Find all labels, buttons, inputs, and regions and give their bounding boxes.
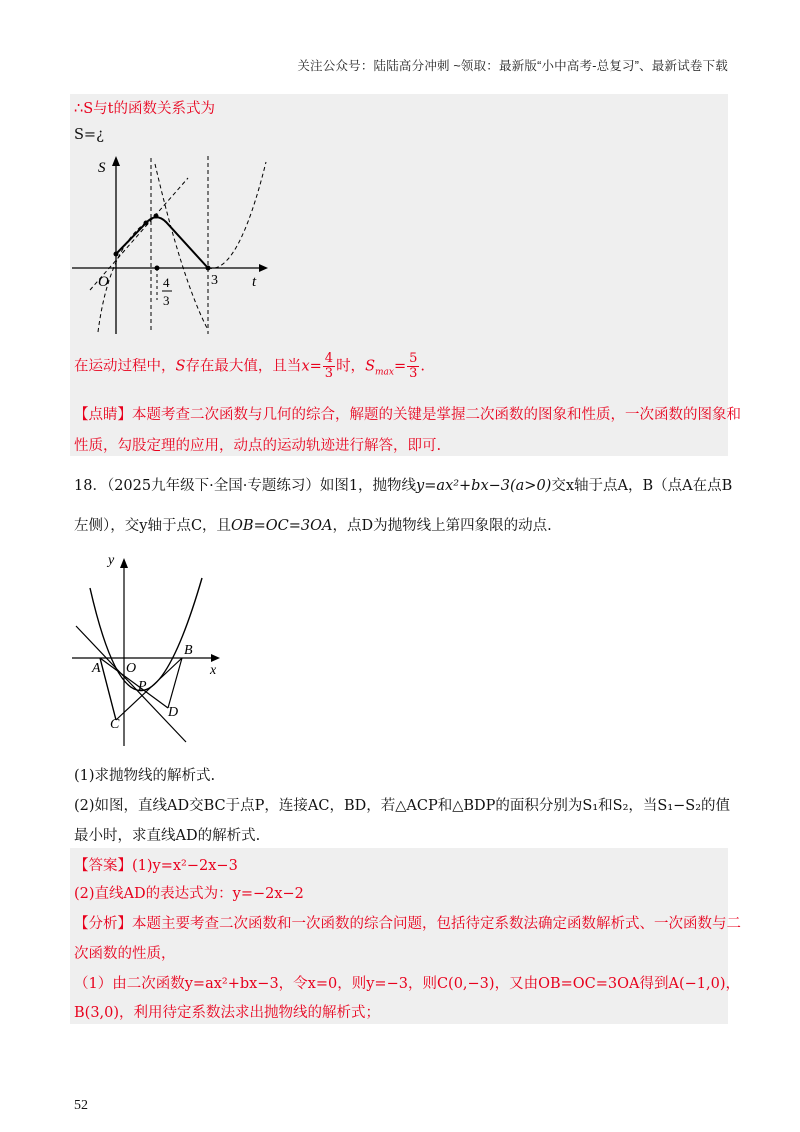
q18-line-1: 18．（2025九年级下·全国·专题练习）如图1，抛物线y=ax²+bx−3(a>0)交x轴于点A，B（点A在点B	[74, 478, 733, 494]
page-header: 关注公众号：陆陆高分冲刺 ~领取：最新版“小中高考-总复习”、最新试卷下载	[297, 59, 728, 73]
axis-label-x: x	[210, 663, 217, 678]
tick-label-4: 4	[163, 275, 170, 290]
axis-label-t: t	[252, 274, 257, 290]
answer-line-1: 【答案】(1)y=x²−2x−3	[74, 858, 238, 874]
s-expression-line: S=¿	[74, 127, 104, 143]
q18-line-2: 左侧），交y轴于点C，且OB=OC=3OA，点D为抛物线上第四象限的动点.	[74, 518, 552, 534]
page-number: 52	[74, 1098, 88, 1113]
max-value-line: 在运动过程中，S存在最大值，且当x= $\frac{4}{3}$ 时，$S_{max}=$ $\frac{5}{3}$ .	[74, 351, 426, 381]
step-1-line-1: （1）由二次函数y=ax²+bx−3，令x=0，则y=−3，则C(0,−3)，又由OB=OC=3OA得到A(−1,0)，	[74, 976, 740, 992]
axis-label-y: y	[108, 553, 115, 568]
point-label-a: A	[92, 661, 101, 676]
analysis-line-1: 【分析】本题主要考查二次函数和一次函数的综合问题，包括待定系数法确定函数解析式、一次函数与二	[74, 916, 741, 932]
comment-line-2: 性质，勾股定理的应用，动点的运动轨迹进行解答，即可.	[74, 438, 442, 454]
tick-label-3: 3	[211, 273, 218, 288]
analysis-line-2: 次函数的性质，	[74, 946, 176, 962]
relation-line: ∴S与t的函数关系式为	[74, 101, 215, 117]
point-label-b: B	[184, 643, 193, 658]
axis-label-s: S	[98, 160, 106, 176]
graph-parabola-figure	[70, 548, 230, 753]
origin-label: O	[98, 274, 109, 290]
answer-line-2: (2)直线AD的表达式为：y=−2x−2	[74, 886, 304, 902]
q18-part-2-line-1: (2)如图，直线AD交BC于点P，连接AC，BD，若△ACP和△BDP的面积分别为S₁和S₂，当S₁−S₂的值	[74, 798, 731, 814]
comment-line-1: 【点睛】本题考查二次函数与几何的综合，解题的关键是掌握二次函数的图象和性质，一次函数的图象和	[74, 407, 741, 423]
point-label-d: D	[168, 705, 179, 720]
q18-part-1: (1)求抛物线的解析式.	[74, 768, 216, 784]
step-1-line-2: B(3,0)，利用待定系数法求出抛物线的解析式；	[74, 1005, 381, 1021]
graph-s-vs-t	[70, 150, 280, 340]
point-label-p: P	[138, 679, 147, 694]
q18-part-2-line-2: 最小时，求直线AD的解析式.	[74, 828, 261, 844]
point-label-c: C	[110, 717, 120, 732]
tick-label-3-denominator: 3	[163, 293, 170, 308]
point-label-o: O	[126, 661, 137, 676]
